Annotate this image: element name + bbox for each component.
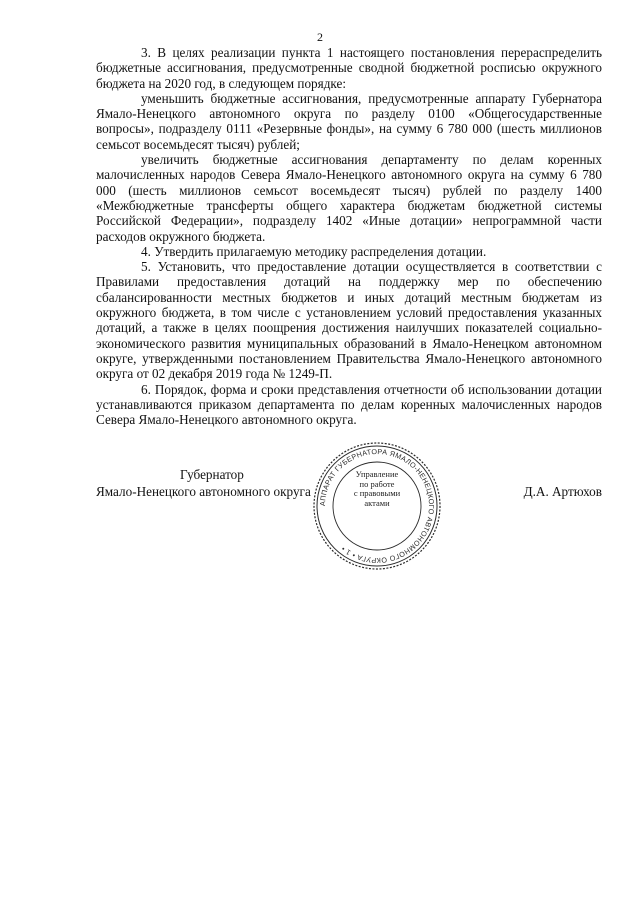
paragraph-6: 6. Порядок, форма и сроки представления отчетности об использовании дотации устанавливаются приказом департамента по делам коренных малочисленных народов Севера Ямало-Ненецкого автономного округа. <box>96 381 602 428</box>
paragraph-3-increase: увеличить бюджетные ассигнования департаменту по делам коренных малочисленных народов Севера Ямало-Ненецкого автономного округа на сумму 6 780 000 (шесть миллионов семьсот восемьдесят тысяч) рублей по разделу 1400 «Межбюджетные трансферты общего характера бюджетам бюджетной системы Российской Федерации», подразделу 1402 «Иные дотации» непрограммной части расходов окружного бюджета. <box>96 152 602 244</box>
seal-ring-text: АППАРАТ ГУБЕРНАТОРА ЯМАЛО-НЕНЕЦКОГО АВТОНОМНОГО ОКРУГА • 1 • <box>317 446 437 566</box>
paragraph-4: 4. Утвердить прилагаемую методику распределения дотации. <box>141 243 487 259</box>
official-seal <box>311 440 443 572</box>
paragraph-3: 3. В целях реализации пункта 1 настоящего постановления перераспределить бюджетные ассигнования, предусмотренные сводной бюджетной росписью окружного бюджета на 2020 год, в следующем порядке: <box>96 45 602 91</box>
seal-center-text <box>337 470 417 508</box>
signatory-name: Д.А. Артюхов <box>523 484 602 499</box>
page-number: 2 <box>317 30 323 44</box>
seal-line: актами <box>364 497 390 508</box>
seal-line: Управление <box>355 469 399 479</box>
signatory-title: Губернатор <box>180 467 244 482</box>
paragraph-5: 5. Установить, что предоставление дотации осуществляется в соответствии с Правилами предоставления дотаций на поддержку мер по обеспечению сбалансированности местных бюджетов и иных дотаций местным бюджетам из окружного бюджета, в том числе с установлением условий предоставления указанных дотаций, а также в целях поощрения достижения наилучших показателей социально-экономического развития муниципальных образований в Ямало-Ненецком автономном округе, утвержденными постановлением Правительства Ямало-Ненецкого автономного округа от 02 декабря 2019 года № 1249-П. <box>96 259 602 382</box>
paragraph-3-decrease: уменьшить бюджетные ассигнования, предусмотренные аппарату Губернатора Ямало-Ненецкого автономного округа по разделу 0100 «Общегосударственные вопросы», подразделу 0111 «Резервные фонды», на сумму 6 780 000 (шесть миллионов семьсот восемьдесят тысяч) рублей; <box>96 90 602 152</box>
signatory-region: Ямало-Ненецкого автономного округа <box>96 484 311 499</box>
document-body <box>96 45 602 427</box>
seal-line: по работе <box>359 478 395 489</box>
seal-line: с правовыми <box>353 488 401 498</box>
